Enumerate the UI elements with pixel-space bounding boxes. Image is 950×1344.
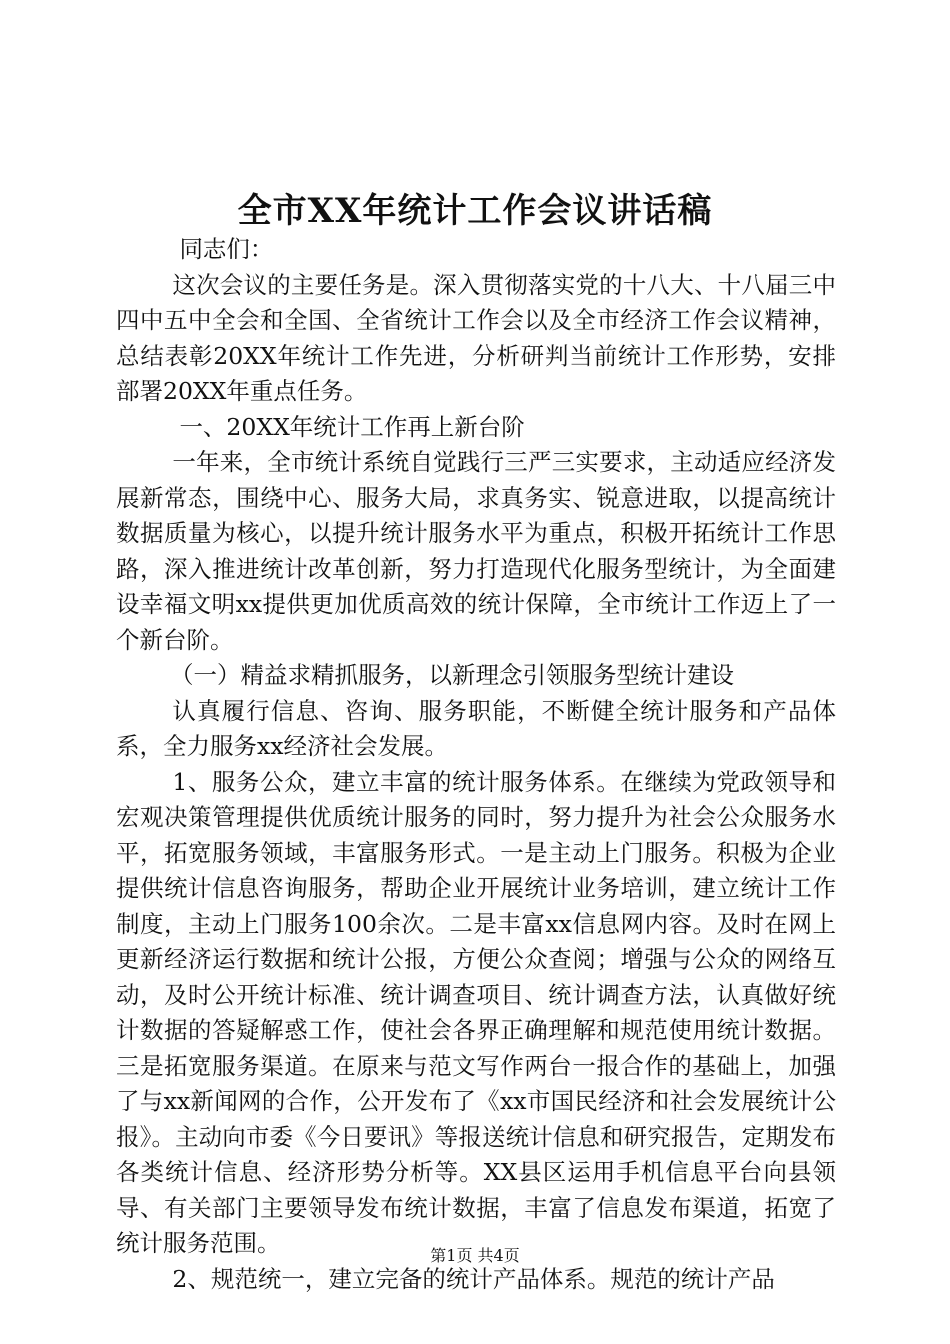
paragraph-service-intro: 认真履行信息、咨询、服务职能，不断健全统计服务和产品体系，全力服务xx经济社会发展。 (116, 696, 836, 760)
paragraph-item-1: 1、服务公众，建立丰富的统计服务体系。在继续为党政领导和宏观决策管理提供优质统计服务的同时，努力提升为社会公众服务水平，拓宽服务领域，丰富服务形式。一是主动上门服务。积极为企业提供统计信息咨询服务，帮助企业开展统计业务培训，建立统计工作制度，主动上门服务100余次。二是丰富xx信息网内容。及时在网上更新经济运行数据和统计公报，方便公众查阅；增强与公众的网络互动，及时公开统计标准、统计调查项目、统计调查方法，认真做好统计数据的答疑解惑工作，使社会各界正确理解和规范使用统计数据。三是拓宽服务渠道。在原来与范文写作两台一报合作的基础上，加强了与xx新闻网的合作，公开发布了《xx市国民经济和社会发展统计公报》。主动向市委《今日要讯》等报送统计信息和研究报告，定期发布各类统计信息、经济形势分析等。XX县区运用手机信息平台向县领导、有关部门主要领导发布统计数据，丰富了信息发布渠道，拓宽了统计服务范围。 (116, 767, 836, 1257)
subsection-heading-1: （一）精益求精抓服务，以新理念引领服务型统计建设 (170, 661, 735, 689)
salutation: 同志们： (179, 235, 274, 263)
paragraph-item-2: 2、规范统一，建立完备的统计产品体系。规范的统计产品 (172, 1264, 775, 1293)
section-heading-1: 一、20XX年统计工作再上新台阶 (179, 412, 525, 441)
page-number-footer: 第1页 共4页 (430, 1246, 520, 1265)
document-body (116, 232, 836, 1297)
document-title: 全市XX年统计工作会议讲话稿 (237, 191, 713, 231)
paragraph-overview: 一年来，全市统计系统自觉践行三严三实要求，主动适应经济发展新常态，围绕中心、服务大局，求真务实、锐意进取，以提高统计数据质量为核心，以提升统计服务水平为重点，积极开拓统计工作思路，深入推进统计改革创新，努力打造现代化服务型统计，为全面建设幸福文明xx提供更加优质高效的统计保障，全市统计工作迈上了一个新台阶。 (116, 448, 836, 654)
paragraph-intro: 这次会议的主要任务是。深入贯彻落实党的十八大、十八届三中四中五中全会和全国、全省统计工作会以及全市经济工作会议精神，总结表彰20XX年统计工作先进，分析研判当前统计工作形势，安排部署20XX年重点任务。 (116, 270, 836, 405)
